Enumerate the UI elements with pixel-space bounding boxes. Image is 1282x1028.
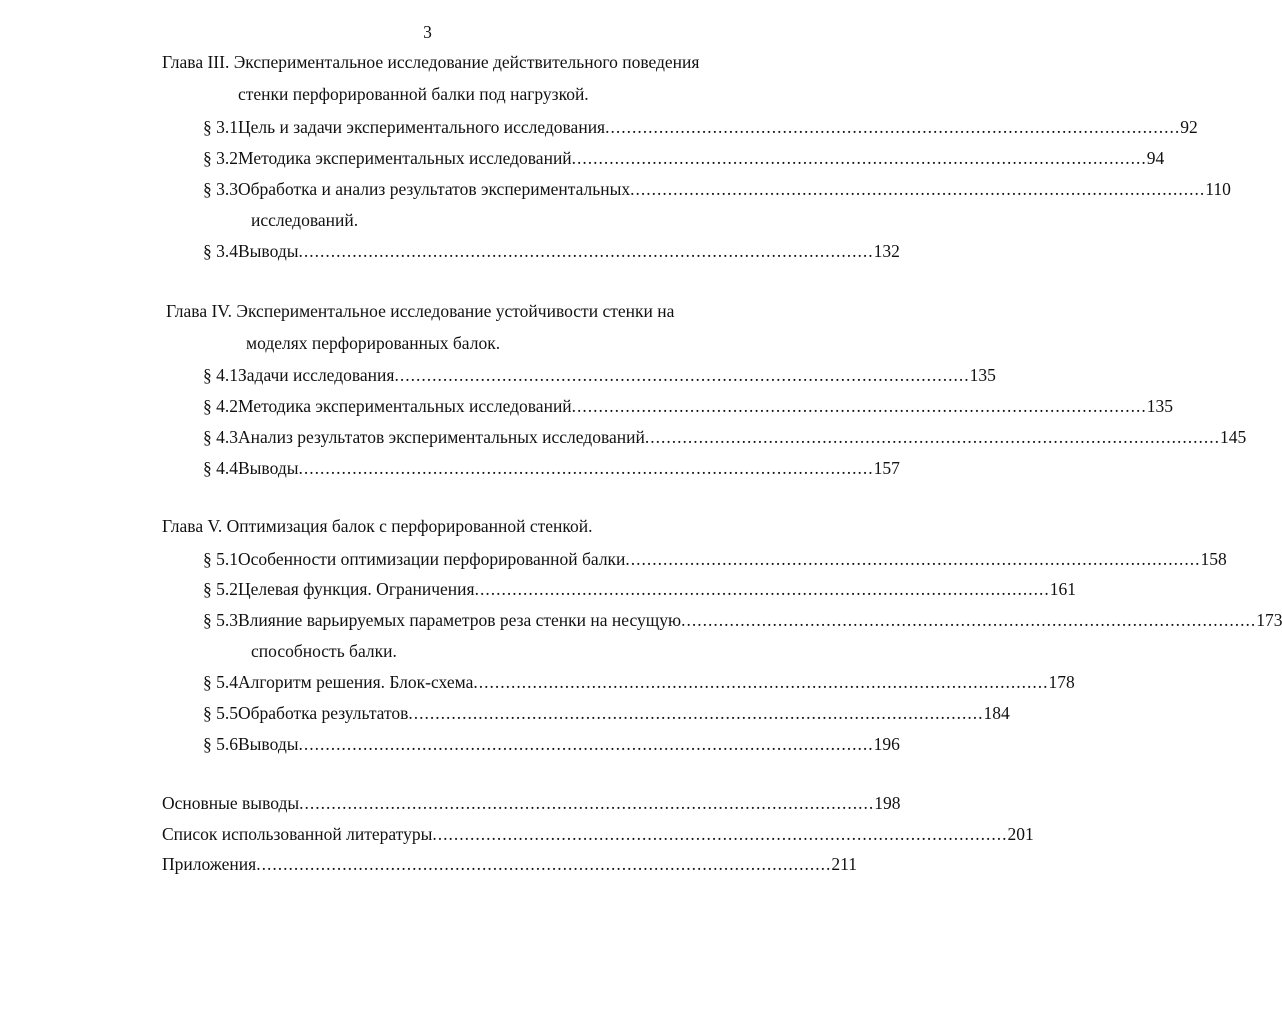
- section-title: Особенности оптимизации перфорированной балки: [238, 549, 626, 569]
- section-title: Обработка и анализ результатов экспериментальных: [238, 179, 631, 199]
- leader-dots: ...........................................................................................................: [299, 793, 875, 813]
- toc-entry-5-1[interactable]: [203, 548, 1227, 570]
- section-number: § 5.2: [203, 579, 238, 599]
- page-ref: 184: [983, 703, 1010, 723]
- leader-dots: ...........................................................................................................: [681, 610, 1257, 630]
- leader-dots: ...........................................................................................................: [473, 672, 1049, 692]
- chapter-5-heading: Глава V. Оптимизация балок с перфорированной стенкой.: [162, 516, 593, 536]
- entry-title: Приложения: [162, 854, 257, 874]
- entry-title: Список использованной литературы: [162, 824, 433, 844]
- toc-entry-5-2[interactable]: [203, 578, 1076, 600]
- leader-dots: ...........................................................................................................: [408, 703, 984, 723]
- toc-entry-5-4[interactable]: [203, 671, 1075, 693]
- section-number: § 5.1: [203, 549, 238, 569]
- leader-dots: ...........................................................................................................: [256, 854, 832, 874]
- page-ref: 196: [873, 734, 900, 754]
- section-title: Задачи исследования: [238, 365, 395, 385]
- section-number: § 4.2: [203, 396, 238, 416]
- page-ref: 201: [1007, 824, 1034, 844]
- leader-dots: ...........................................................................................................: [432, 824, 1008, 844]
- leader-dots: ...........................................................................................................: [474, 579, 1050, 599]
- section-number: § 5.6: [203, 734, 238, 754]
- section-title: Методика экспериментальных исследований: [238, 396, 572, 416]
- page-ref: 161: [1049, 579, 1076, 599]
- page-number: 3: [423, 22, 432, 42]
- toc-entry-references[interactable]: [162, 823, 1034, 845]
- leader-dots: ...........................................................................................................: [298, 734, 874, 754]
- section-title: Целевая функция. Ограничения: [238, 579, 475, 599]
- page-ref: 94: [1146, 148, 1165, 168]
- section-number: § 3.4: [203, 241, 238, 261]
- page-ref: 173: [1256, 610, 1282, 630]
- chapter-4-heading-line2: моделях перфорированных балок.: [246, 333, 501, 353]
- toc-entry-4-2[interactable]: [203, 395, 1174, 417]
- section-number: § 5.4: [203, 672, 238, 692]
- leader-dots: ...........................................................................................................: [394, 365, 970, 385]
- toc-entry-conclusions[interactable]: [162, 792, 901, 814]
- page-ref: 158: [1200, 549, 1227, 569]
- toc-entry-appendices[interactable]: [162, 853, 857, 875]
- section-number: § 5.5: [203, 703, 238, 723]
- section-title: Обработка результатов: [238, 703, 409, 723]
- section-title: Цель и задачи экспериментального исследования: [238, 117, 606, 137]
- chapter-3-heading: [162, 52, 699, 73]
- toc-entry-3-2[interactable]: [203, 147, 1165, 169]
- toc-entry-3-3-continuation: исследований.: [251, 210, 359, 230]
- toc-entry-5-3-continuation: способность балки.: [251, 641, 397, 661]
- leader-dots: ...........................................................................................................: [625, 549, 1201, 569]
- section-title: Алгоритм решения. Блок-схема: [238, 672, 474, 692]
- toc-entry-4-3[interactable]: [203, 426, 1247, 448]
- toc-entry-3-4[interactable]: [203, 240, 900, 262]
- entry-title: Основные выводы: [162, 793, 300, 813]
- page-ref: 92: [1180, 117, 1198, 137]
- toc-entry-5-6[interactable]: [203, 733, 900, 755]
- section-title: Выводы: [238, 734, 299, 754]
- leader-dots: ...........................................................................................................: [630, 179, 1206, 199]
- toc-entry-3-1[interactable]: [203, 116, 1198, 138]
- toc-entry-3-3[interactable]: [203, 178, 1231, 200]
- section-title: Анализ результатов экспериментальных исследований: [238, 427, 645, 447]
- page-ref: 110: [1205, 179, 1231, 199]
- page-ref: 157: [873, 458, 900, 478]
- leader-dots: ...........................................................................................................: [644, 427, 1220, 447]
- page-ref: 198: [874, 793, 901, 813]
- section-number: § 4.1: [203, 365, 238, 385]
- leader-dots: ...........................................................................................................: [571, 148, 1147, 168]
- chapter-3-heading-line1: Глава III. Экспериментальное исследование действительного поведения: [162, 52, 700, 72]
- toc-entry-4-4[interactable]: [203, 457, 900, 479]
- leader-dots: ...........................................................................................................: [571, 396, 1147, 416]
- page-ref: 145: [1219, 427, 1247, 447]
- chapter-4-heading: Глава IV. Экспериментальное исследование устойчивости стенки на: [166, 301, 675, 321]
- toc-entry-5-5[interactable]: [203, 702, 1010, 724]
- section-title: Выводы: [238, 241, 299, 261]
- section-number: § 3.3: [203, 179, 238, 199]
- section-title: Методика экспериментальных исследований: [238, 148, 572, 168]
- section-number: § 4.3: [203, 427, 238, 447]
- page-ref: 178: [1048, 672, 1075, 692]
- section-number: § 3.1: [203, 117, 238, 137]
- page-ref: 135: [1146, 396, 1174, 416]
- chapter-3-heading-line2: стенки перфорированной балки под нагрузкой.: [238, 84, 589, 104]
- leader-dots: ...........................................................................................................: [298, 241, 874, 261]
- page-ref: 132: [873, 241, 900, 261]
- section-number: § 4.4: [203, 458, 238, 478]
- leader-dots: ...........................................................................................................: [605, 117, 1181, 137]
- section-title: Выводы: [238, 458, 299, 478]
- section-number: § 5.3: [203, 610, 238, 630]
- section-number: § 3.2: [203, 148, 238, 168]
- section-title: Влияние варьируемых параметров реза стенки на несущую: [238, 610, 682, 630]
- toc-entry-4-1[interactable]: [203, 364, 996, 386]
- toc-entry-5-3[interactable]: [203, 609, 1282, 631]
- page-ref: 135: [969, 365, 996, 385]
- page-ref: 211: [831, 854, 857, 874]
- leader-dots: ...........................................................................................................: [298, 458, 874, 478]
